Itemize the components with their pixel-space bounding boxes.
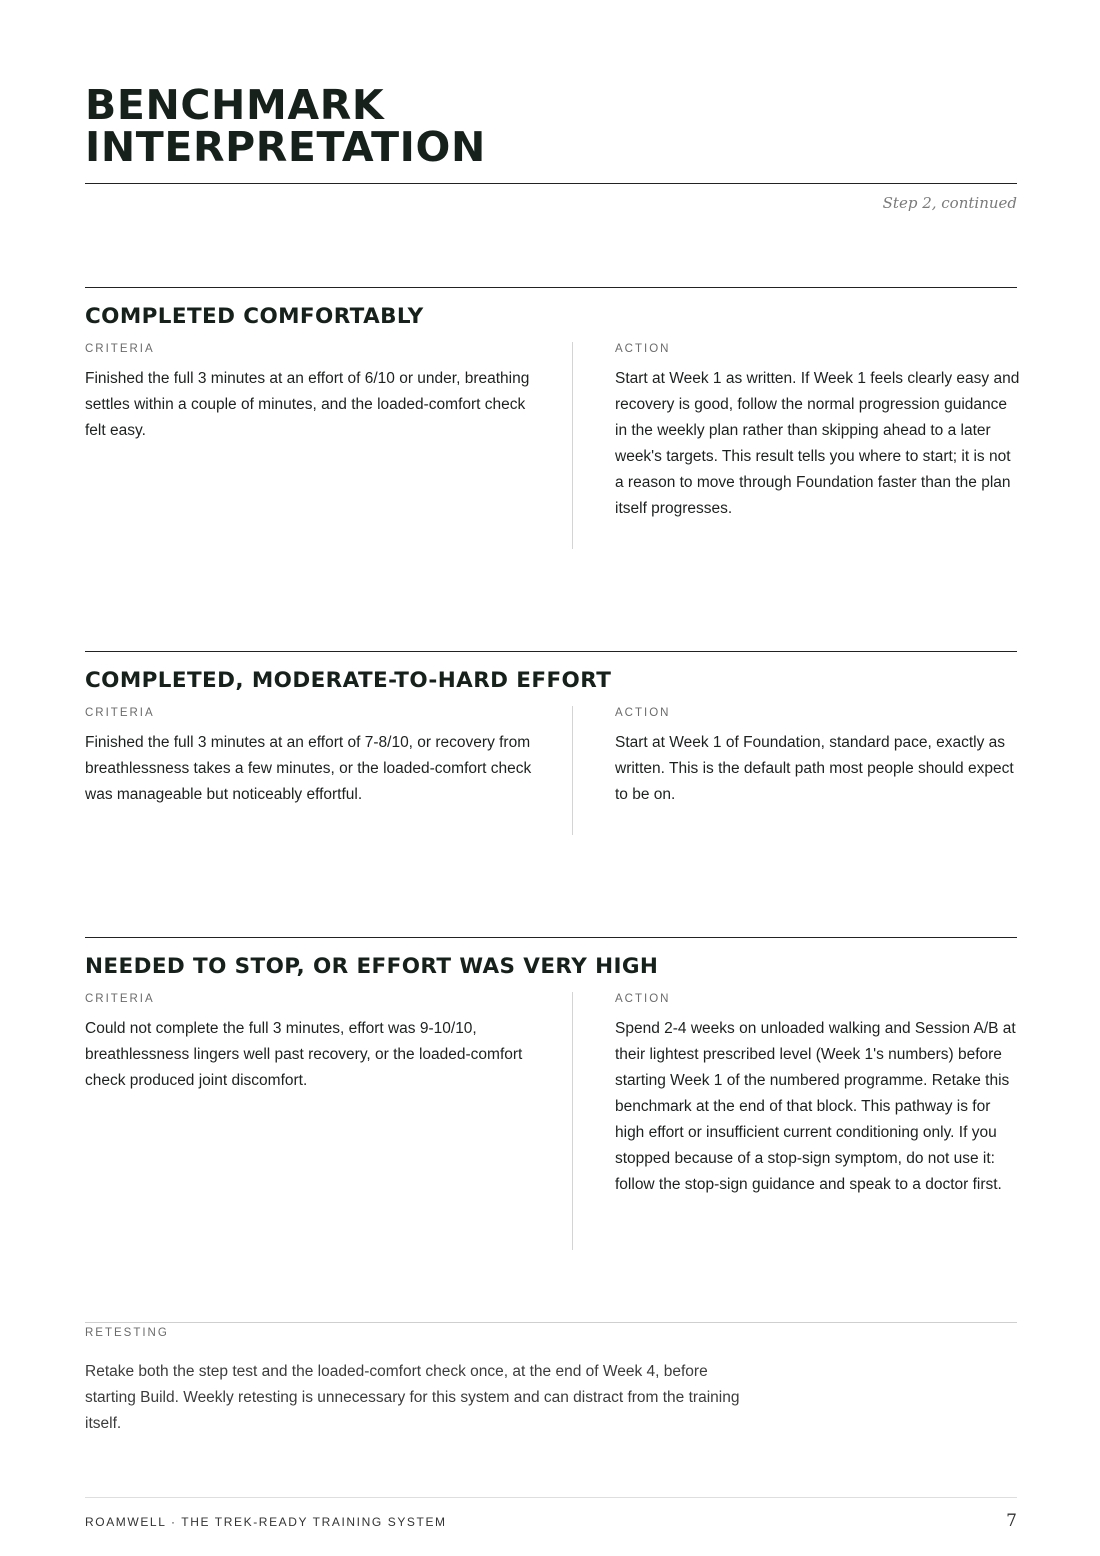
footer-divider xyxy=(85,1497,1017,1498)
page-title-line-2: INTERPRETATION xyxy=(85,123,486,171)
page-title-line-1: BENCHMARK xyxy=(85,81,385,129)
action-column xyxy=(615,992,1020,1198)
action-text: Start at Week 1 of Foundation, standard pace, exactly as written. This is the default path most people should expect to be on. xyxy=(615,734,1014,803)
section-heading: NEEDED TO STOP, OR EFFORT WAS VERY HIGH xyxy=(85,954,659,979)
action-column xyxy=(615,342,1020,522)
page xyxy=(85,0,1020,1556)
section-heading: COMPLETED, MODERATE-TO-HARD EFFORT xyxy=(85,668,612,693)
criteria-column xyxy=(85,992,535,1094)
section-divider xyxy=(85,651,1017,652)
criteria-label: CRITERIA xyxy=(85,707,155,719)
page-number: 7 xyxy=(1006,1511,1017,1531)
section-heading: COMPLETED COMFORTABLY xyxy=(85,304,424,329)
action-label: ACTION xyxy=(615,993,671,1005)
criteria-text: Finished the full 3 minutes at an effort of 6/10 or under, breathing settles within a couple of minutes, and the loaded-comfort check felt easy. xyxy=(85,370,530,439)
column-divider xyxy=(572,706,573,835)
retesting-label: RETESTING xyxy=(85,1327,169,1339)
action-column xyxy=(615,706,1020,808)
page-title xyxy=(85,81,486,171)
criteria-label: CRITERIA xyxy=(85,343,155,355)
criteria-text: Finished the full 3 minutes at an effort of 7-8/10, or recovery from breathlessness takes a few minutes, or the loaded-comfort check was manageable but noticeably effortful. xyxy=(85,734,532,803)
action-text: Spend 2-4 weeks on unloaded walking and Session A/B at their lightest prescribed level (Week 1's numbers) before starting Week 1 of the numbered programme. Retake this benchmark at the end of that block. This pathway is for high effort or insufficient current conditioning only. If you stopped because of a stop-sign symptom, do not use it: follow the stop-sign guidance and speak to a doctor first. xyxy=(615,1020,1016,1193)
action-label: ACTION xyxy=(615,343,671,355)
retesting-text: Retake both the step test and the loaded-comfort check once, at the end of Week 4, before starting Build. Weekly retesting is unnecessary for this system and can distract from the training itself. xyxy=(85,1363,740,1432)
retesting-divider xyxy=(85,1322,1017,1323)
column-divider xyxy=(572,992,573,1250)
section-divider xyxy=(85,287,1017,288)
action-label: ACTION xyxy=(615,707,671,719)
section-completed-comfortably xyxy=(85,287,1020,517)
criteria-column xyxy=(85,706,535,808)
page-subtitle: Step 2, continued xyxy=(882,194,1017,212)
criteria-text: Could not complete the full 3 minutes, effort was 9-10/10, breathlessness lingers well past recovery, or the loaded-comfort check produced joint discomfort. xyxy=(85,1020,523,1089)
criteria-column xyxy=(85,342,535,444)
section-moderate-to-hard xyxy=(85,651,1017,803)
title-divider xyxy=(85,183,1017,184)
column-divider xyxy=(572,342,573,549)
criteria-label: CRITERIA xyxy=(85,993,155,1005)
section-needed-to-stop xyxy=(85,937,1017,1193)
section-divider xyxy=(85,937,1017,938)
action-text: Start at Week 1 as written. If Week 1 feels clearly easy and recovery is good, follow the normal progression guidance in the weekly plan rather than skipping ahead to a later week's targets. This result tells you where to start; it is not a reason to move through Foundation faster than the plan itself progresses. xyxy=(615,370,1020,517)
footer-publication-name: ROAMWELL · THE TREK-READY TRAINING SYSTEM xyxy=(85,1515,447,1529)
